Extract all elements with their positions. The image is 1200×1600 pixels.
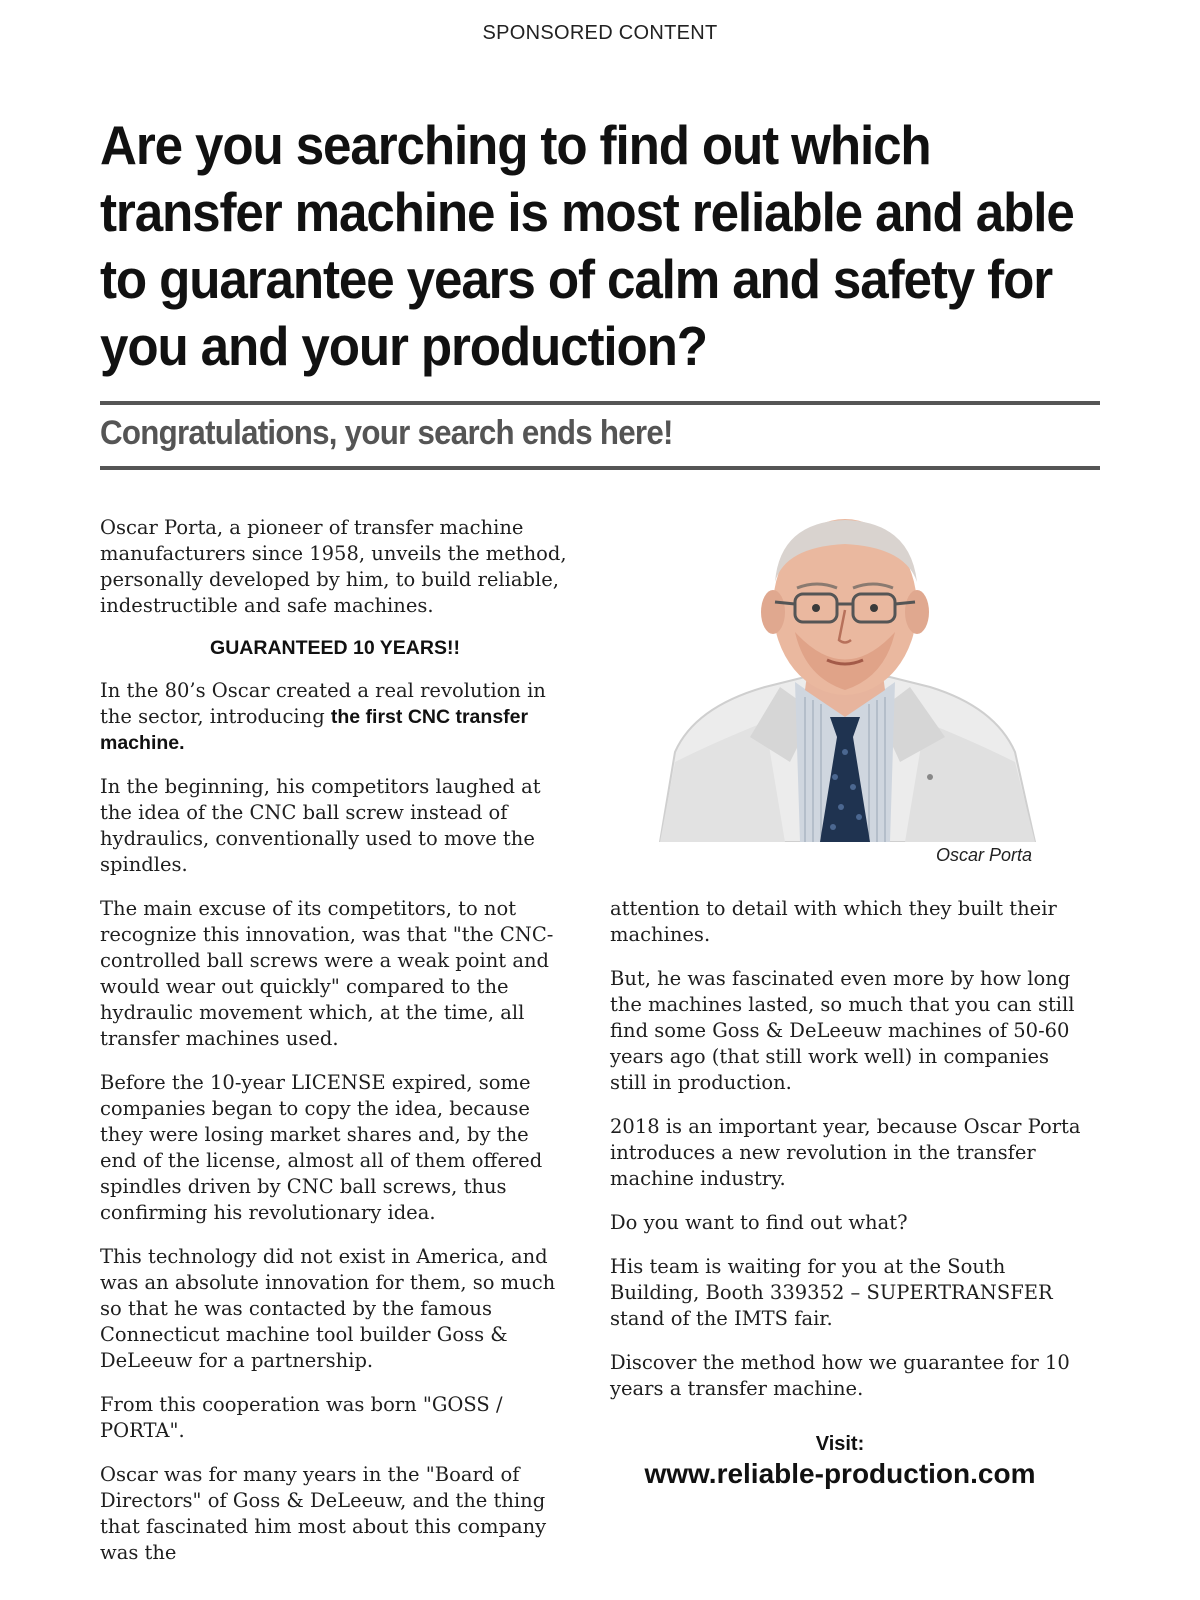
- top-divider: [100, 401, 1100, 405]
- attention-paragraph: attention to detail with which they built their machines.: [610, 897, 1057, 946]
- left-column: [100, 515, 570, 1584]
- headline: Are you searching to find out which transfer machine is most reliable and able to guarantee years of calm and safety for you and your production?: [100, 114, 1074, 377]
- cooperation-paragraph: From this cooperation was born "GOSS / PORTA".: [100, 1393, 503, 1442]
- visit-label: Visit:: [815, 1433, 865, 1455]
- license-paragraph: Before the 10-year LICENSE expired, some companies began to copy the idea, because they were losing market shares and, by the end of the license, almost all of them offered spindles driven by CNC ball screws, thus confirming his revolutionary idea.: [100, 1071, 543, 1224]
- booth-paragraph: His team is waiting for you at the South Building, Booth 339352 – SUPERTRANSFER stand of the IMTS fair.: [610, 1255, 1053, 1330]
- longevity-paragraph: But, he was fascinated even more by how long the machines lasted, so much that you can still find some Goss & DeLeeuw machines of 50-60 years ago (that still work well) in companies still in production.: [610, 967, 1075, 1094]
- method-paragraph: Discover the method how we guarantee for 10 years a transfer machine.: [610, 1351, 1070, 1400]
- oscar-porta-portrait: [655, 512, 1040, 842]
- revolution-paragraph: [100, 678, 570, 756]
- sponsored-label: SPONSORED CONTENT: [482, 22, 718, 44]
- excuse-paragraph: The main excuse of its competitors, to not recognize this innovation, was that "the CNC-controlled ball screws were a weak point and would wear out quickly" compared to the hydraulic movement which, at the time, all transfer machines used.: [100, 897, 554, 1050]
- right-column: [610, 896, 1090, 1420]
- revolution-text: In the 80’s Oscar created a real revolution in the sector, introducing: [100, 679, 546, 728]
- board-paragraph: Oscar was for many years in the "Board of Directors" of Goss & DeLeeuw, and the thing that fascinated him most about this company was the: [100, 1463, 547, 1564]
- website-link[interactable]: www.reliable-production.com: [644, 1458, 1036, 1489]
- subheadline: Congratulations, your search ends here!: [100, 414, 673, 452]
- america-paragraph: This technology did not exist in America, and was an absolute innovation for them, so much so that he was contacted by the famous Connecticut machine tool builder Goss & DeLeeuw for a partnership.: [100, 1245, 556, 1372]
- photo-caption: Oscar Porta: [935, 845, 1032, 865]
- bottom-divider: [100, 466, 1100, 470]
- competitors-paragraph: In the beginning, his competitors laughed at the idea of the CNC ball screw instead of hydraulics, conventionally used to move the spindles.: [100, 775, 541, 876]
- intro-paragraph: Oscar Porta, a pioneer of transfer machine manufacturers since 1958, unveils the method, personally developed by him, to build reliable, indestructible and safe machines.: [100, 516, 567, 617]
- year-2018-paragraph: 2018 is an important year, because Oscar Porta introduces a new revolution in the transfer machine industry.: [610, 1115, 1081, 1190]
- question-paragraph: Do you want to find out what?: [610, 1211, 908, 1234]
- cnc-highlight: the first CNC transfer machine.: [100, 706, 529, 754]
- guarantee-callout: GUARANTEED 10 YEARS!!: [210, 637, 460, 659]
